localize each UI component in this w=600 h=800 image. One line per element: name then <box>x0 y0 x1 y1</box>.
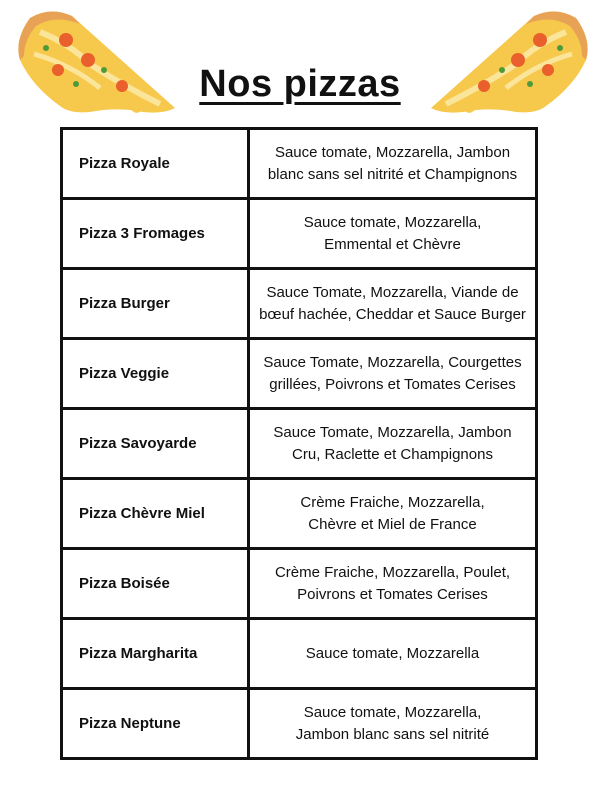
pizza-description <box>249 199 537 269</box>
pizza-name: Pizza Neptune <box>62 689 249 759</box>
pizza-menu-table <box>60 127 538 760</box>
pizza-description <box>249 549 537 619</box>
pizza-description-line: Chèvre et Miel de France <box>308 515 477 533</box>
pizza-description-line: Emmental et Chèvre <box>324 235 461 253</box>
pizza-description-line: Cru, Raclette et Champignons <box>292 445 493 463</box>
table-row <box>62 689 537 759</box>
pizza-name: Pizza Burger <box>62 269 249 339</box>
pizza-description <box>249 479 537 549</box>
pizza-description-line: Crème Fraiche, Mozzarella, <box>300 493 485 511</box>
pizza-description-line: blanc sans sel nitrité et Champignons <box>267 165 518 183</box>
table-row <box>62 129 537 199</box>
pizza-description-line: Poivrons et Tomates Cerises <box>297 585 488 603</box>
pizza-description-line: grillées, Poivrons et Tomates Cerises <box>269 375 516 393</box>
table-row <box>62 269 537 339</box>
pizza-description-line: Sauce Tomate, Mozzarella, Viande de <box>266 283 519 301</box>
page-title: Nos pizzas <box>199 63 401 106</box>
table-row <box>62 339 537 409</box>
pizza-description <box>249 129 537 199</box>
pizza-name: Pizza Boisée <box>62 549 249 619</box>
pizza-description-line: Sauce Tomate, Mozzarella, Jambon <box>273 423 512 441</box>
pizza-slice-right-icon <box>426 4 596 116</box>
pizza-description <box>249 689 537 759</box>
pizza-description <box>249 619 537 689</box>
pizza-description <box>249 409 537 479</box>
table-row <box>62 549 537 619</box>
pizza-name: Pizza 3 Fromages <box>62 199 249 269</box>
pizza-name: Pizza Royale <box>62 129 249 199</box>
pizza-description-line: Sauce tomate, Mozzarella, <box>303 703 482 721</box>
table-row <box>62 409 537 479</box>
table-row <box>62 619 537 689</box>
pizza-description <box>249 269 537 339</box>
table-row <box>62 479 537 549</box>
pizza-description-line: Jambon blanc sans sel nitrité <box>295 725 490 743</box>
table-row <box>62 199 537 269</box>
pizza-name: Pizza Veggie <box>62 339 249 409</box>
pizza-description-line: Crème Fraiche, Mozzarella, Poulet, <box>274 563 511 581</box>
pizza-description-line: Sauce tomate, Mozzarella, Jambon <box>274 143 511 161</box>
pizza-name: Pizza Chèvre Miel <box>62 479 249 549</box>
pizza-description-line: bœuf hachée, Cheddar et Sauce Burger <box>259 305 526 323</box>
pizza-name: Pizza Savoyarde <box>62 409 249 479</box>
pizza-description <box>249 339 537 409</box>
pizza-description-line: Sauce tomate, Mozzarella <box>305 644 480 662</box>
pizza-description-line: Sauce tomate, Mozzarella, <box>303 213 482 231</box>
pizza-name: Pizza Margharita <box>62 619 249 689</box>
pizza-description-line: Sauce Tomate, Mozzarella, Courgettes <box>263 353 522 371</box>
